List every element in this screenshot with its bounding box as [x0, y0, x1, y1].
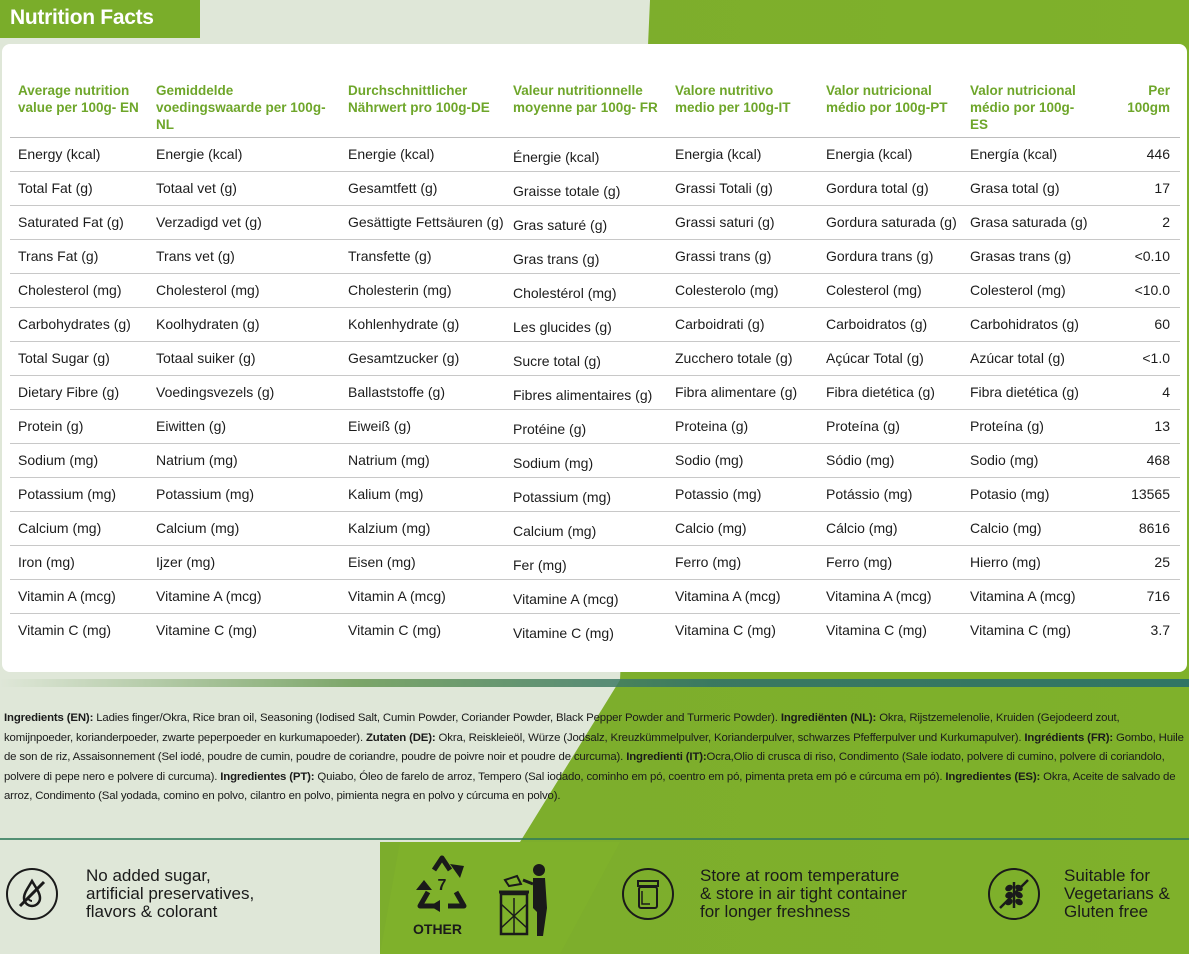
column-header: Per 100gm [1096, 82, 1180, 137]
value-cell: 2 [1096, 205, 1180, 239]
label-cell: Potassium (mg) [505, 477, 667, 511]
storage-line: Store at room temperature [700, 866, 900, 885]
recycle-label: OTHER [413, 921, 462, 937]
label-cell: Gesamtfett (g) [340, 171, 505, 205]
value-cell: 60 [1096, 307, 1180, 341]
label-cell: Potassium (mg) [148, 477, 340, 511]
label-cell: Graisse totale (g) [505, 171, 667, 205]
label-cell: Vitamin A (mcg) [340, 579, 505, 613]
label-cell: Kohlenhydrate (g) [340, 307, 505, 341]
label-cell: Gras trans (g) [505, 239, 667, 273]
ingredients-label: Ingrédients (FR): [1024, 731, 1113, 744]
page-title: Nutrition Facts [0, 0, 200, 38]
label-cell: Gesättigte Fettsäuren (g) [340, 205, 505, 239]
label-cell: Fibra dietética (g) [962, 375, 1096, 409]
column-header: Durchschnittlicher Nährwert pro 100g-DE [340, 82, 505, 137]
value-cell: 13565 [1096, 477, 1180, 511]
table-row [10, 545, 1180, 579]
column-header: Valore nutritivo medio per 100g-IT [667, 82, 818, 137]
label-cell: Protein (g) [10, 409, 148, 443]
ingredients-label: Ingrediënten (NL): [780, 712, 877, 724]
label-cell: Ferro (mg) [667, 545, 818, 579]
label-cell: Calcium (mg) [505, 511, 667, 545]
label-cell: Iron (mg) [10, 545, 148, 579]
value-cell: 8616 [1096, 511, 1180, 545]
label-cell: Carboidratos (g) [818, 307, 962, 341]
table-row [10, 171, 1180, 205]
label-cell: Énergie (kcal) [505, 137, 667, 171]
table-row [10, 307, 1180, 341]
label-cell: Transfette (g) [340, 239, 505, 273]
storage-line: for longer freshness [700, 902, 851, 921]
label-cell: Sodio (mg) [962, 443, 1096, 477]
label-cell: Carbohidratos (g) [962, 307, 1096, 341]
label-cell: Potasio (mg) [962, 477, 1096, 511]
value-cell: 13 [1096, 409, 1180, 443]
label-cell: Grasa saturada (g) [962, 205, 1096, 239]
nutrition-table [10, 82, 1180, 647]
recycle-number: 7 [437, 877, 447, 894]
label-cell: Azúcar total (g) [962, 341, 1096, 375]
label-cell: Total Fat (g) [10, 171, 148, 205]
label-cell: Proteina (g) [667, 409, 818, 443]
no-sugar-line: artificial preservatives, [86, 884, 255, 903]
column-header: Valor nutricional médio por 100g-ES [962, 82, 1096, 137]
label-cell: Ijzer (mg) [148, 545, 340, 579]
gluten-free-wheat-icon [988, 868, 1040, 920]
label-cell: Cholesterin (mg) [340, 273, 505, 307]
ingredients-label: Ingredients (EN): [4, 712, 94, 724]
ingredients-label: Zutaten (DE): [365, 731, 436, 744]
label-cell: Saturated Fat (g) [10, 205, 148, 239]
label-cell: Grassi Totali (g) [667, 171, 818, 205]
ingredients-list: Ladies finger/Okra, Rice bran oil, Seasoning (Iodised Salt, Cumin Powder, Coriander Powder, Black Pepper Powder and Turmeric Powder). [93, 712, 781, 724]
ingredients-list: Gombo, Huile de son de riz, Assaisonnement (Sel iodé, poudre de cumin, poudre de coriandre, poudre de poivre noir et poudre de curcuma). [4, 731, 1184, 764]
label-cell: Cholesterol (mg) [10, 273, 148, 307]
label-cell: Totaal vet (g) [148, 171, 340, 205]
veg-line: Vegetarians & [1064, 884, 1170, 903]
ingredients-list: Okra, Reiskleieöl, Würze (Jodsalz, Kreuzkümmelpulver, Korianderpulver, schwarzes Pfefferpulver und Kurkumapulver). [435, 731, 1025, 744]
label-cell: Potassio (mg) [667, 477, 818, 511]
label-cell: Fer (mg) [505, 545, 667, 579]
divider-band [0, 679, 1189, 687]
label-cell: Natrium (mg) [148, 443, 340, 477]
label-cell: Cholesterol (mg) [148, 273, 340, 307]
feature-storage [622, 867, 907, 921]
label-cell: Vitamine C (mg) [156, 622, 257, 639]
feature-no-sugar [6, 867, 254, 921]
container-icon [622, 868, 674, 920]
label-cell: Voedingsvezels (g) [148, 375, 340, 409]
label-cell: Dietary Fibre (g) [10, 375, 148, 409]
label-cell: Grasas trans (g) [962, 239, 1096, 273]
label-cell: Calcium (mg) [10, 511, 148, 545]
value-cell: 25 [1096, 545, 1180, 579]
label-cell: Proteína (g) [818, 409, 962, 443]
table-row [10, 477, 1180, 511]
label-cell: Eiweiß (g) [340, 409, 505, 443]
label-cell: Gras saturé (g) [505, 205, 667, 239]
label-cell: Sodium (mg) [505, 443, 667, 477]
label-cell: Vitamina C (mg) [826, 622, 927, 639]
label-cell: Calcio (mg) [667, 511, 818, 545]
label-cell: Gordura trans (g) [818, 239, 962, 273]
label-cell: Energia (kcal) [818, 137, 962, 171]
label-cell: Potassium (mg) [10, 477, 148, 511]
veg-line: Suitable for [1064, 866, 1150, 885]
column-header: Gemiddelde voedingswaarde per 100g-NL [148, 82, 340, 137]
label-cell: Energia (kcal) [667, 137, 818, 171]
value-cell: 446 [1096, 137, 1180, 171]
label-cell: Fibra alimentare (g) [667, 375, 818, 409]
value-cell: 716 [1096, 579, 1180, 613]
ingredients-list: Okra, Rijstzemelenolie, Kruiden (Gejodeerd zout, komijnpoeder, korianderpoeder, zwarte peperpoeder en kurkumapoeder). [4, 712, 1120, 744]
label-cell: Vitamina C (mg) [675, 622, 776, 639]
label-cell: Zucchero totale (g) [667, 341, 818, 375]
label-cell: Açúcar Total (g) [818, 341, 962, 375]
label-cell: Energie (kcal) [148, 137, 340, 171]
ingredients-list: Okra, Aceite de salvado de arroz, Condimento (Sal yodada, comino en polvo, cilantro en polvo, pimienta negra en polvo y cúrcuma en polvo). [4, 770, 1176, 803]
label-cell: Calcio (mg) [962, 511, 1096, 545]
ingredients-label: Ingredientes (ES): [945, 770, 1041, 783]
bin-disposal-icon [497, 858, 551, 938]
column-header: Valor nutricional médio por 100g-PT [818, 82, 962, 137]
label-cell: Hierro (mg) [962, 545, 1096, 579]
label-cell: Proteína (g) [962, 409, 1096, 443]
column-header: Valeur nutritionnelle moyenne par 100g- FR [505, 82, 667, 137]
no-drop-icon [6, 868, 58, 920]
label-cell: Vitamine C (mg) [513, 625, 614, 642]
feature-vegetarian [988, 867, 1170, 921]
label-cell: Calcium (mg) [148, 511, 340, 545]
label-cell: Vitamin A (mcg) [10, 579, 148, 613]
column-header: Average nutrition value per 100g- EN [10, 82, 148, 137]
label-cell: Verzadigd vet (g) [148, 205, 340, 239]
value-cell: 4 [1096, 375, 1180, 409]
separator-line [0, 838, 1189, 840]
label-cell: Grasa total (g) [962, 171, 1096, 205]
label-cell: Vitamine A (mcg) [505, 579, 667, 613]
ingredients-label: Ingredienti (IT): [626, 751, 707, 764]
label-cell: Fibra dietética (g) [818, 375, 962, 409]
label-cell: Ballaststoffe (g) [340, 375, 505, 409]
veg-line: Gluten free [1064, 902, 1149, 921]
label-cell: Cholestérol (mg) [505, 273, 667, 307]
ingredients-list: Ocra,Olio di crusca di riso, Condimento (Sale iodato, polvere di cumino, polvere di coriandolo, polvere di pepe nero e polvere di curcuma). [4, 751, 1165, 783]
label-cell: Vitamine A (mcg) [148, 579, 340, 613]
label-cell: Eisen (mg) [340, 545, 505, 579]
label-cell: Cálcio (mg) [818, 511, 962, 545]
label-cell: Colesterol (mg) [962, 273, 1096, 307]
label-cell: Energía (kcal) [962, 137, 1096, 171]
table-header-row [10, 82, 1180, 137]
label-cell: Kalium (mg) [340, 477, 505, 511]
label-cell: Grassi trans (g) [667, 239, 818, 273]
label-cell: Energie (kcal) [340, 137, 505, 171]
label-cell: Vitamina A (mcg) [962, 579, 1096, 613]
label-cell: Kalzium (mg) [340, 511, 505, 545]
ingredients-label: Ingredientes (PT): [220, 770, 315, 783]
label-cell: Grassi saturi (g) [667, 205, 818, 239]
storage-line: & store in air tight container [700, 884, 907, 903]
label-cell: Gordura saturada (g) [818, 205, 962, 239]
no-sugar-line: flavors & colorant [86, 902, 218, 921]
label-cell: Colesterolo (mg) [667, 273, 818, 307]
label-cell: Sodio (mg) [667, 443, 818, 477]
table-row [10, 341, 1180, 375]
label-cell: Colesterol (mg) [818, 273, 962, 307]
table-row [10, 409, 1180, 443]
label-cell: Vitamin C (mg) [348, 622, 442, 639]
value-cell: <10.0 [1096, 273, 1180, 307]
table-row [10, 375, 1180, 409]
label-cell: Vitamina A (mcg) [667, 579, 818, 613]
label-cell: Energy (kcal) [10, 137, 148, 171]
label-cell: Trans vet (g) [148, 239, 340, 273]
value-cell: 17 [1096, 171, 1180, 205]
value-cell: 468 [1096, 443, 1180, 477]
label-cell: Gesamtzucker (g) [340, 341, 505, 375]
label-cell: Fibres alimentaires (g) [505, 375, 667, 409]
label-cell: Carbohydrates (g) [10, 307, 148, 341]
table-row [10, 511, 1180, 545]
label-cell: Koolhydraten (g) [148, 307, 340, 341]
label-cell: Natrium (mg) [340, 443, 505, 477]
table-row [10, 579, 1180, 613]
label-cell: Sucre total (g) [505, 341, 667, 375]
label-cell: Carboidrati (g) [667, 307, 818, 341]
table-row [10, 443, 1180, 477]
label-cell: Vitamina C (mg) [970, 622, 1071, 639]
label-cell: Ferro (mg) [818, 545, 962, 579]
no-sugar-line: No added sugar, [86, 866, 211, 885]
label-cell: Potássio (mg) [818, 477, 962, 511]
value-cell: 3.7 [1150, 622, 1170, 639]
table-row [10, 137, 1180, 171]
table-row [10, 273, 1180, 307]
label-cell: Sodium (mg) [10, 443, 148, 477]
label-cell: Eiwitten (g) [148, 409, 340, 443]
ingredients-text [4, 709, 1186, 807]
recycle-7-icon [406, 852, 478, 920]
label-cell: Trans Fat (g) [10, 239, 148, 273]
value-cell: <1.0 [1096, 341, 1180, 375]
label-cell: Totaal suiker (g) [148, 341, 340, 375]
label-cell: Vitamina A (mcg) [818, 579, 962, 613]
table-row [10, 205, 1180, 239]
table-row [10, 239, 1180, 273]
table-row [10, 613, 1180, 647]
label-cell: Les glucides (g) [505, 307, 667, 341]
label-cell: Sódio (mg) [818, 443, 962, 477]
table-body [10, 137, 1180, 647]
ingredients-list: Quiabo, Óleo de farelo de arroz, Tempero (Sal iodado, cominho em pó, coentro em pó, pimenta preta em pó e cúrcuma em pó). [314, 770, 946, 783]
label-cell: Gordura total (g) [818, 171, 962, 205]
label-cell: Protéine (g) [505, 409, 667, 443]
label-cell: Total Sugar (g) [10, 341, 148, 375]
value-cell: <0.10 [1096, 239, 1180, 273]
label-cell: Vitamin C (mg) [18, 622, 112, 639]
